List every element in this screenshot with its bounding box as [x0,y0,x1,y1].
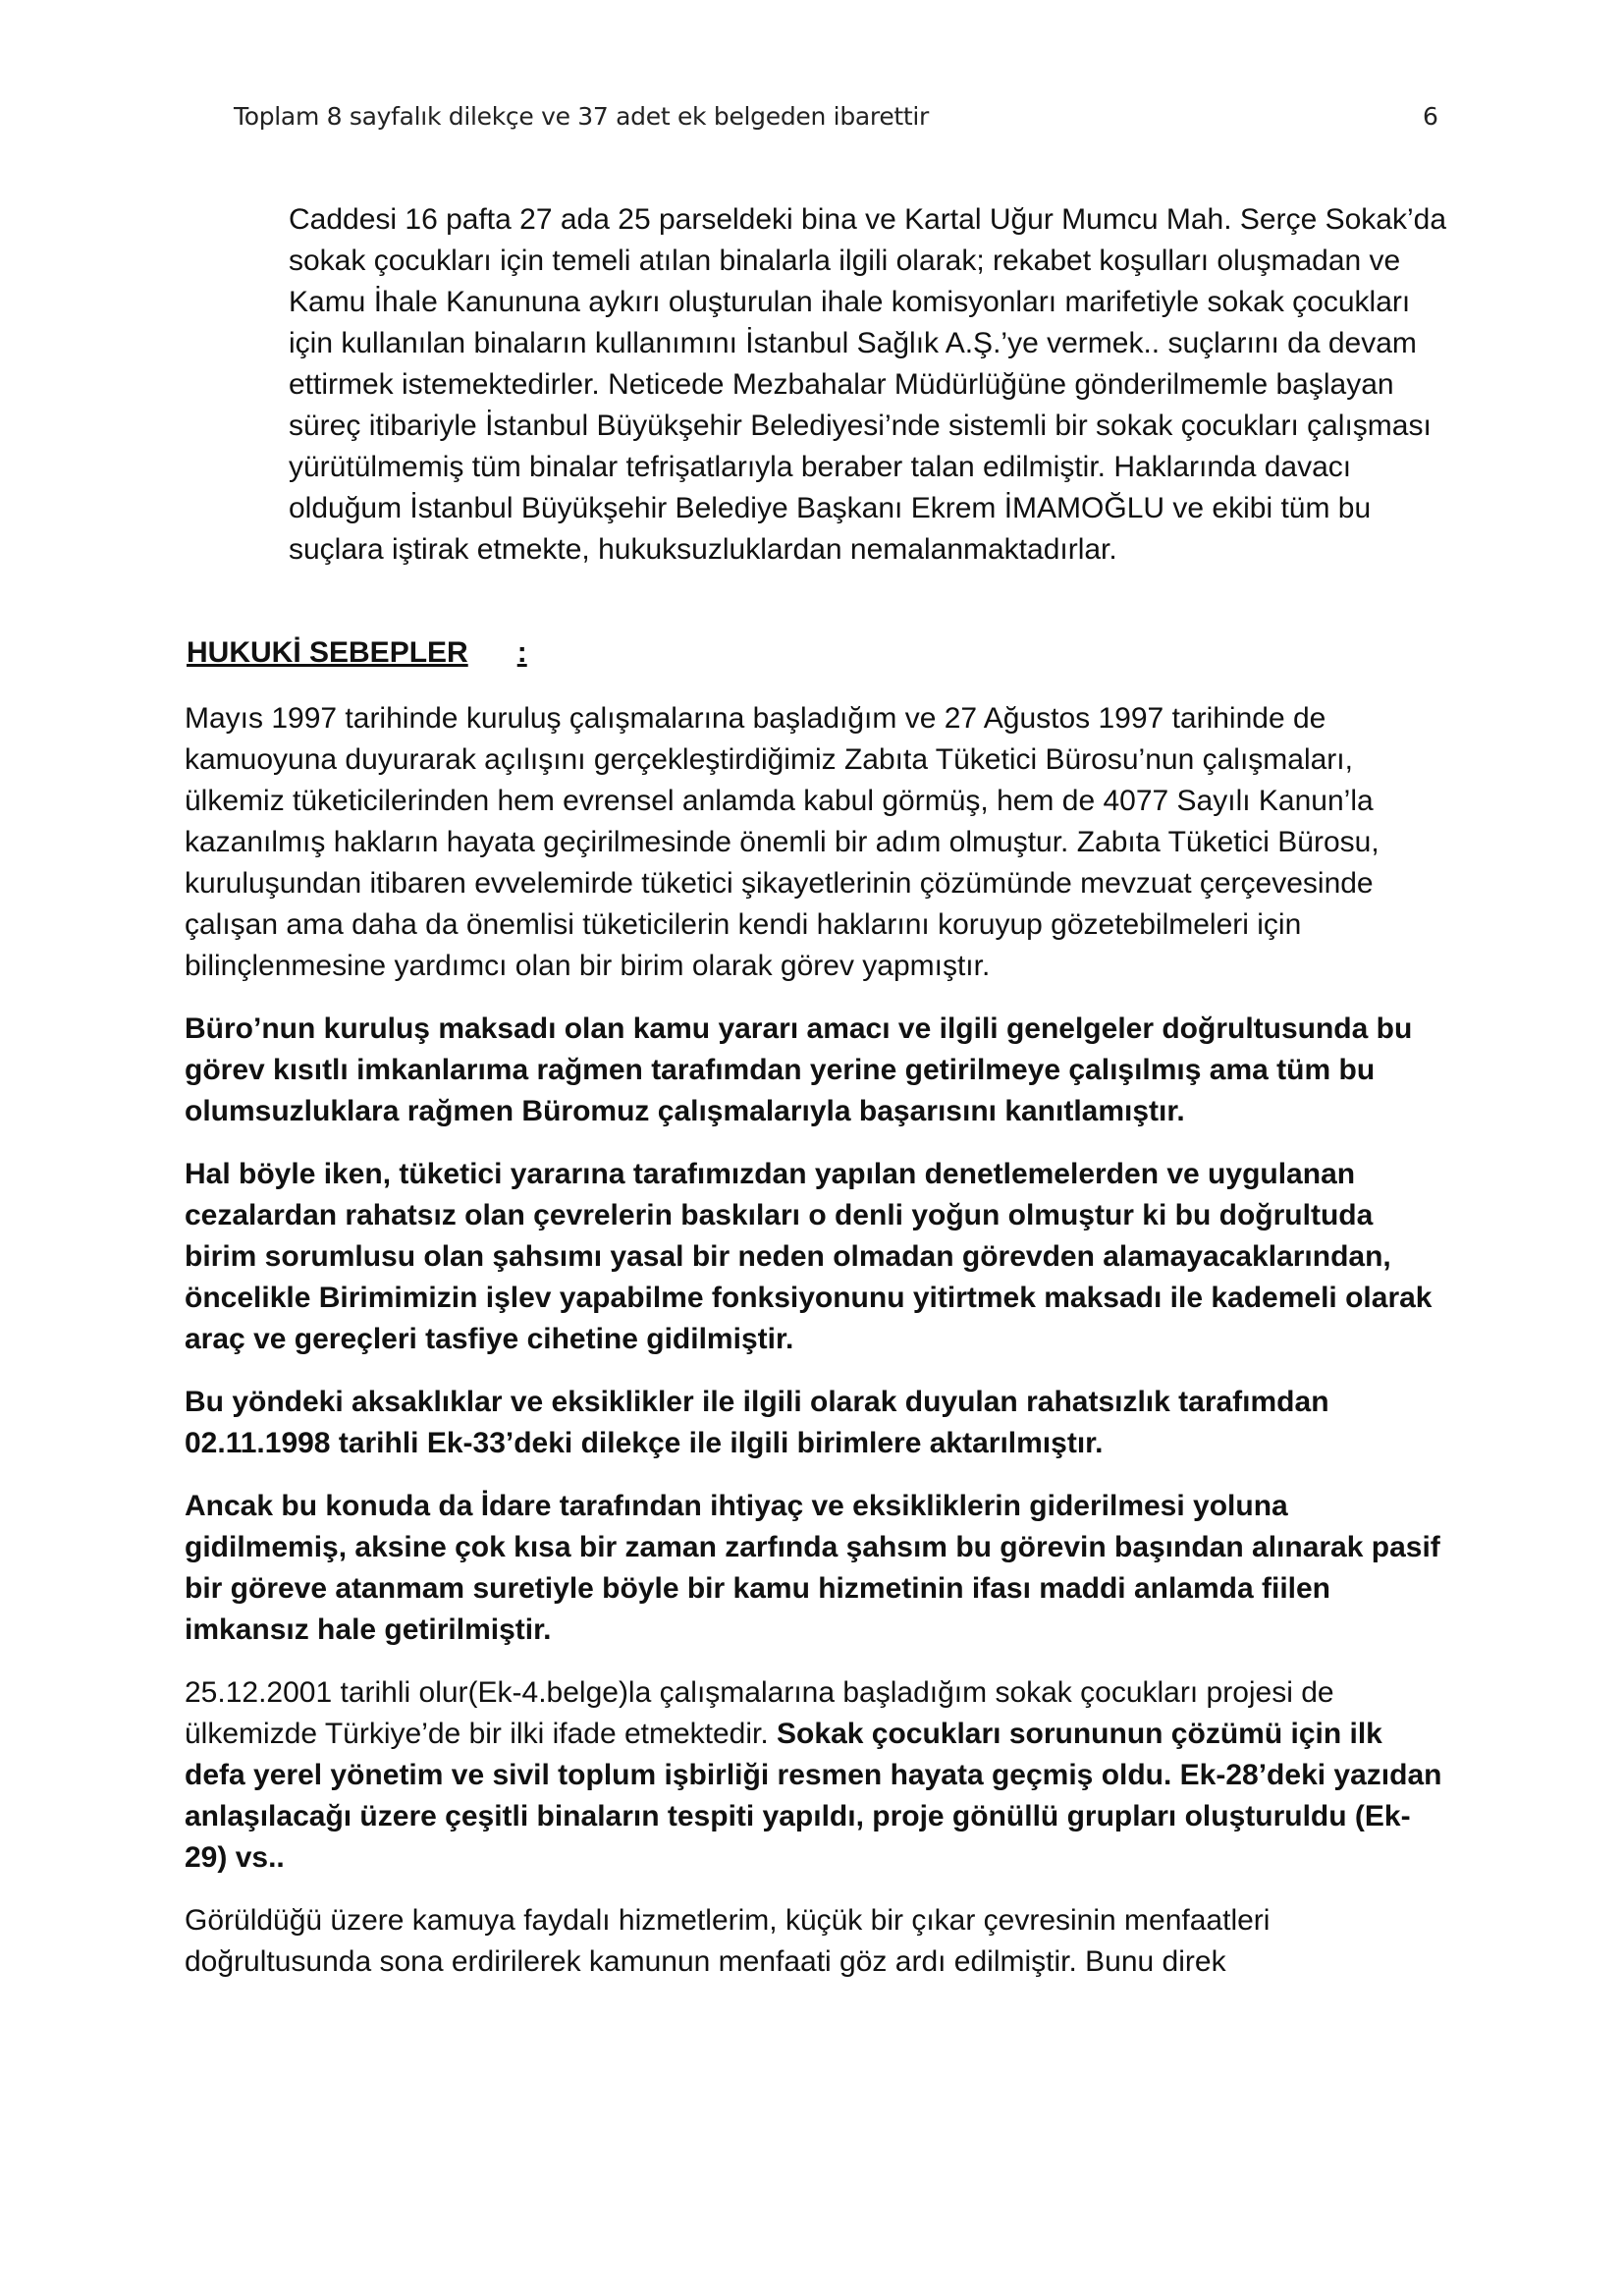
paragraph-2: Büro’nun kuruluş maksadı olan kamu yararı amacı ve ilgili genelgeler doğrultusunda bu görev kısıtlı imkanlarıma rağmen tarafımdan yerine getirilmeye çalışılmış ama tüm bu olumsuzluklara rağmen Büromuz çalışmalarıyla başarısını kanıtlamıştır. [185,1012,1413,1127]
paragraph-1: Mayıs 1997 tarihinde kuruluş çalışmalarına başladığım ve 27 Ağustos 1997 tarihinde de kamuoyuna duyurarak açılışını gerçekleştirdiğimiz Zabıta Tüketici Bürosu’nun çalışmaları, ülkemiz tüketicilerinden hem evrensel anlamda kabul görmüş, hem de 4077 Sayılı Kanun’la kazanılmış hakların hayata geçirilmesinde önemli bir adım olmuştur. Zabıta Tüketici Bürosu, kuruluşundan itibaren evvelemirde tüketici şikayetlerinin çözümünde mevzuat çerçevesinde çalışan ama daha da önemlisi tüketicilerin kendi haklarını koruyup gözetebilmeleri için bilinçlenmesine yardımcı olan bir birim olarak görev yapmıştır. [185,702,1380,982]
paragraph-7: Görüldüğü üzere kamuya faydalı hizmetlerim, küçük bir çıkar çevresinin menfaatleri doğrultusunda sona erdirilerek kamunun menfaati göz ardı edilmiştir. Bunu direk [185,1904,1271,1978]
section-heading [187,632,527,674]
section-heading-colon: : [516,636,527,669]
paragraph-6-bold: Sokak çocukları sorununun çözümü için ilk defa yerel yönetim ve sivil toplum işbirliği resmen hayata geçmiş oldu. Ek-28’deki yazıdan anlaşılacağı üzere çeşitli binaların tespiti yapıldı, proje gönüllü grupları oluşturuldu (Ek-29) vs.. [185,1718,1442,1874]
page-number: 6 [1423,102,1438,131]
paragraph-4: Bu yöndeki aksaklıklar ve eksiklikler ile ilgili olarak duyulan rahatsızlık tarafımdan 02.11.1998 tarihli Ek-33’deki dilekçe ile ilgili birimlere aktarılmıştır. [185,1386,1329,1459]
paragraph-3: Hal böyle iken, tüketici yararına tarafımızdan yapılan denetlemelerden ve uygulanan cezalardan rahatsız olan çevrelerin baskıları o denli yoğun olmuştur ki bu doğrultuda birim sorumlusu olan şahsımı yasal bir neden olmadan görevden alamayacaklarından, öncelikle Birimimizin işlev yapabilme fonksiyonunu yitirtmek maksadı ile kademeli olarak araç ve gereçleri tasfiye cihetine gidilmiştir. [185,1158,1433,1355]
intro-paragraph: Caddesi 16 pafta 27 ada 25 parseldeki bina ve Kartal Uğur Mumcu Mah. Serçe Sokak’da sokak çocukları için temeli atılan binalarla ilgili olarak; rekabet koşulları oluşmadan ve Kamu İhale Kanununa aykırı oluşturulan ihale komisyonları marifetiyle sokak çocukları için kullanılan binaların kullanımını İstanbul Sağlık A.Ş.’ye vermek.. suçlarını da devam ettirmek istemektedirler. Neticede Mezbahalar Müdürlüğüne gönderilmemle başlayan süreç itibariyle İstanbul Büyükşehir Belediyesi’nde sistemli bir sokak çocukları çalışması yürütülmemiş tüm binalar tefrişatlarıyla beraber talan edilmiştir. Haklarında davacı olduğum İstanbul Büyükşehir Belediye Başkanı Ekrem İMAMOĞLU ve ekibi tüm bu suçlara iştirak etmekte, hukuksuzluklardan nemalanmaktadırlar. [289,203,1447,566]
paragraph-6 [185,1672,1446,1879]
main-body [185,698,1446,2004]
section-heading-text: HUKUKİ SEBEPLER [187,636,468,669]
paragraph-5: Ancak bu konuda da İdare tarafından ihtiyaç ve eksikliklerin giderilmesi yoluna gidilmemiş, aksine çok kısa bir zaman zarfında şahsım bu görevin başından alınarak pasif bir göreve atanmam suretiyle böyle bir kamu hizmetinin ifası maddi anlamda fiilen imkansız hale getirilmiştir. [185,1490,1440,1646]
header-title: Toplam 8 sayfalık dilekçe ve 37 adet ek belgeden ibarettir [234,102,930,131]
paragraph-6-normal: 25.12.2001 tarihli olur(Ek-4.belge)la çalışmalarına başladığım sokak çocukları projesi de ülkemizde Türkiye’de bir ilki ifade etmektedir. [185,1676,1334,1750]
